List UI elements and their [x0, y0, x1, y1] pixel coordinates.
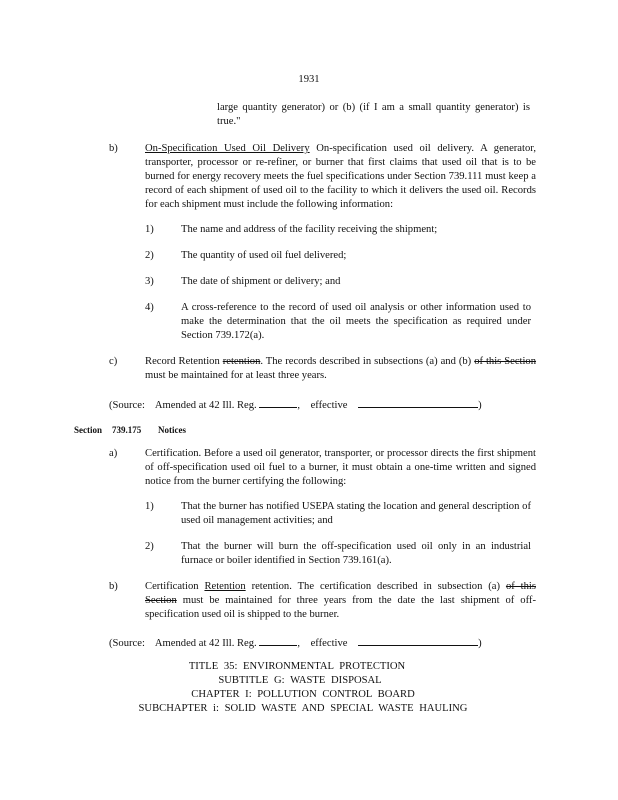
- source-1-label: (Source:: [109, 400, 145, 411]
- item-a-text: Certification. Before a used oil generator, transporter, or processor directs the first shipment of off-specification used oil fuel to a burner, it must obtain a one-time written and signed notice from the burner certifying the following:: [145, 448, 536, 487]
- item-c-label: c): [109, 356, 118, 367]
- top-fragment: large quantity generator) or (b) (if I am a small quantity generator) is true.": [217, 102, 530, 127]
- source-line-1: [109, 396, 482, 413]
- section-label: Section: [74, 425, 102, 435]
- footer-title: TITLE 35: ENVIRONMENTAL PROTECTION: [188, 661, 406, 672]
- item-b-paragraph: [145, 142, 536, 212]
- item-b2-struck: of this Section: [145, 581, 536, 606]
- source-1-close: ): [478, 400, 482, 411]
- source-2-reg-blank: [259, 634, 297, 646]
- item-c-paragraph: [145, 355, 536, 383]
- section-number: 739.175: [112, 425, 142, 435]
- item-b2-paragraph: [145, 580, 536, 622]
- item-c-struck-1: retention: [222, 356, 261, 367]
- item-b2-text-before: Certification: [145, 581, 199, 592]
- page-number: 1931: [298, 74, 320, 85]
- source-2-close: ): [478, 638, 482, 649]
- item-c-text-before: Record Retention: [145, 356, 220, 367]
- a-item-1-label: 1): [145, 501, 154, 512]
- item-b2-label: b): [109, 581, 118, 592]
- section-title: Notices: [158, 425, 186, 435]
- b-item-1-label: 1): [145, 224, 154, 235]
- b-item-4-label: 4): [145, 302, 154, 313]
- item-c-text-mid: . The records described in subsections (a) and (b): [260, 356, 472, 367]
- item-c-text-after: must be maintained for at least three years.: [145, 370, 327, 381]
- b-item-1-text: The name and address of the facility receiving the shipment;: [181, 224, 438, 235]
- source-1-effective: effective: [310, 400, 348, 411]
- footer-subtitle: SUBTITLE G: WASTE DISPOSAL: [218, 675, 382, 686]
- item-b2-text-after: must be maintained for three years from the date the last shipment of off-specification used oil is shipped to the burner.: [145, 595, 536, 620]
- item-c-struck-2: of this Section: [474, 356, 537, 367]
- item-b2-inserted: Retention: [204, 581, 246, 592]
- source-1-date-blank: [358, 396, 478, 408]
- item-b-text: On-specification used oil delivery. A generator, transporter, processor or re-refiner, or burner that first claims that used oil that is to be burned for energy recovery meets the fuel specifications under Section 739.111 must keep a record of each shipment of used oil to the facility to which it delivers the used oil. Records for each shipment must include the following information:: [145, 143, 537, 210]
- a-item-2-label: 2): [145, 541, 154, 552]
- source-2-comma: ,: [297, 638, 301, 649]
- item-a-label: a): [109, 448, 118, 459]
- source-2-date-blank: [358, 634, 478, 646]
- source-line-2: [109, 634, 482, 651]
- item-b-heading: On-Specification Used Oil Delivery: [145, 143, 310, 154]
- item-b-label: b): [109, 143, 118, 154]
- b-item-4-text: A cross-reference to the record of used oil analysis or other information used to make the determination that the oil meets the specification as required under Section 739.172(a).: [181, 302, 531, 341]
- b-item-3-label: 3): [145, 276, 154, 287]
- footer-chapter: CHAPTER I: POLLUTION CONTROL BOARD: [191, 689, 415, 700]
- source-2-effective: effective: [310, 638, 348, 649]
- a-item-1-text: That the burner has notified USEPA stating the location and general description of used oil management activities; and: [181, 501, 531, 526]
- source-2-label: (Source:: [109, 638, 145, 649]
- source-1-reg-blank: [259, 396, 297, 408]
- source-2-amended: Amended at 42 Ill. Reg.: [154, 638, 257, 649]
- a-item-2-text: That the burner will burn the off-specification used oil only in an industrial furnace or boiler identified in Section 739.161(a).: [181, 541, 531, 566]
- b-item-3-text: The date of shipment or delivery; and: [181, 276, 341, 287]
- source-1-amended: Amended at 42 Ill. Reg.: [154, 400, 257, 411]
- source-1-comma: ,: [297, 400, 301, 411]
- footer-subchapter: SUBCHAPTER i: SOLID WASTE AND SPECIAL WASTE HAULING: [138, 703, 468, 714]
- b-item-2-text: The quantity of used oil fuel delivered;: [181, 250, 347, 261]
- b-item-2-label: 2): [145, 250, 154, 261]
- item-b2-text-mid: retention. The certification described in subsection (a): [251, 581, 501, 592]
